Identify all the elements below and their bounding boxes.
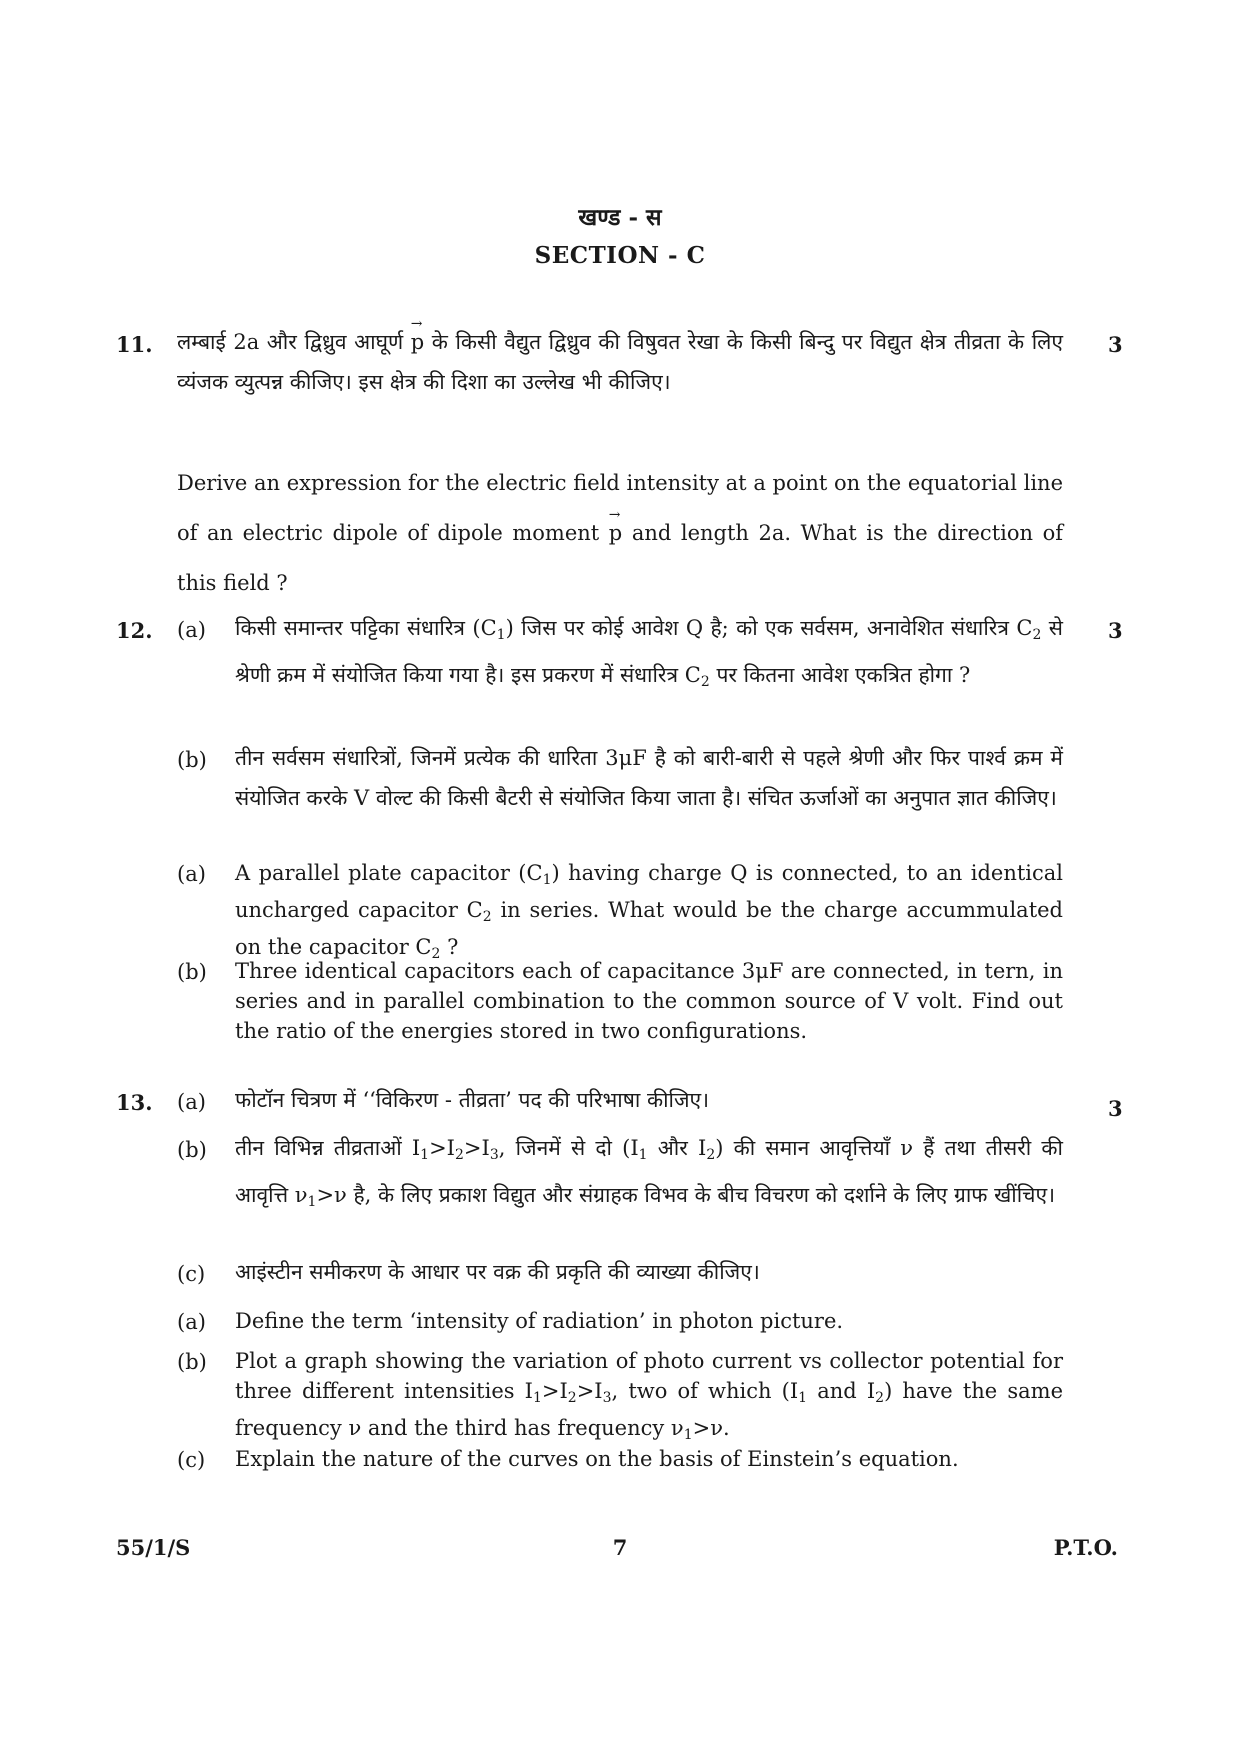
question-number-12: 12. xyxy=(116,618,153,643)
q13-english-label-b: (b) xyxy=(177,1350,207,1374)
q13-english-b: Plot a graph showing the variation of photo current vs collector potential for three different intensities $I_1>I_2>I_3$, two of which ($I_1$ and $I_2$) have the same frequency ν and the third has frequency $\nu_1>\nu$. xyxy=(235,1349,1063,1443)
question-11-english: Derive an expression for the electric field intensity at a point on the equatorial line of an electric dipole of dipole moment → p and length 2a. What is the direction of this field ? xyxy=(177,458,1063,608)
section-title-english: SECTION - C xyxy=(534,242,706,269)
q12-english-b: Three identical capacitors each of capacitance 3μF are connected, in tern, in series and in parallel combination to the common source of V volt. Find out the ratio of the energies stored in two configurations. xyxy=(235,959,1063,1043)
q13-hindi-a: फोटॉन चित्रण में ‘‘विकिरण - तीव्रता’ पद की परिभाषा कीजिए। xyxy=(235,1088,710,1112)
q13-english-label-a: (a) xyxy=(177,1310,206,1334)
question-11-hindi: लम्बाई 2a और द्विध्रुव आघूर्ण → p के किसी वैद्युत द्विध्रुव की विषुवत रेखा के किसी बिन्दु पर विद्युत क्षेत्र तीव्रता के लिए व्यंजक व्युत्पन्न कीजिए। इस क्षेत्र की दिशा का उल्लेख भी कीजिए। xyxy=(177,322,1063,402)
q12-english-a: A parallel plate capacitor $(C_1)$ having charge Q is connected, to an identical uncharged capacitor $C_2$ in series. What would be the charge accummulated on the capacitor $C_2$ ? xyxy=(235,861,1064,962)
q13-english-c: Explain the nature of the curves on the basis of Einstein’s equation. xyxy=(235,1447,959,1471)
q13-hindi-label-c: (c) xyxy=(177,1262,206,1286)
please-turn-over: P.T.O. xyxy=(1053,1535,1118,1560)
question-number-11: 11. xyxy=(116,332,153,357)
question-marks-12: 3 xyxy=(1108,618,1123,643)
question-marks-11: 3 xyxy=(1108,332,1123,357)
page-number: 7 xyxy=(612,1535,628,1560)
paper-code: 55/1/S xyxy=(116,1535,191,1560)
q13-hindi-b: तीन विभिन्न तीव्रताओं $I_1>I_2>I_3$, जिनमें से दो ($I_1$ और $I_2$) की समान आवृत्तियाँ ν हैं तथा तीसरी की आवृत्ति $\nu_1>\nu$ है, के लिए प्रकाश विद्युत और संग्राहक विभव के बीच विचरण को दर्शाने के लिए ग्राफ खींचिए। xyxy=(235,1136,1063,1210)
q12-hindi-a: किसी समान्तर पट्टिका संधारित्र $(C_1)$ जिस पर कोई आवेश Q है; को एक सर्वसम, अनावेशित संधारित्र $C_2$ से श्रेणी क्रम में संयोजित किया गया है। इस प्रकरण में संधारित्र $C_2$ पर कितना आवेश एकत्रित होगा ? xyxy=(235,616,1063,690)
q12-english-label-a: (a) xyxy=(177,862,206,886)
section-title-hindi: खण्ड - स xyxy=(578,204,662,231)
q13-english-label-c: (c) xyxy=(177,1448,206,1472)
q13-hindi-label-a: (a) xyxy=(177,1090,206,1114)
question-marks-13: 3 xyxy=(1108,1096,1123,1121)
question-number-13: 13. xyxy=(116,1090,153,1115)
q12-hindi-label-a: (a) xyxy=(177,618,206,642)
q12-hindi-label-b: (b) xyxy=(177,748,207,772)
q13-hindi-c: आइंस्टीन समीकरण के आधार पर वक्र की प्रकृति की व्याख्या कीजिए। xyxy=(235,1260,760,1284)
q12-hindi-b: तीन सर्वसम संधारित्रों, जिनमें प्रत्येक की धारिता 3μF है को बारी-बारी से पहले श्रेणी और फिर पार्श्व क्रम में संयोजित करके V वोल्ट की किसी बैटरी से संयोजित किया जाता है। संचित ऊर्जाओं का अनुपात ज्ञात कीजिए। xyxy=(235,746,1063,810)
q13-english-a: Define the term ‘intensity of radiation’ in photon picture. xyxy=(235,1309,844,1333)
q13-hindi-label-b: (b) xyxy=(177,1138,207,1162)
q12-english-label-b: (b) xyxy=(177,960,207,984)
